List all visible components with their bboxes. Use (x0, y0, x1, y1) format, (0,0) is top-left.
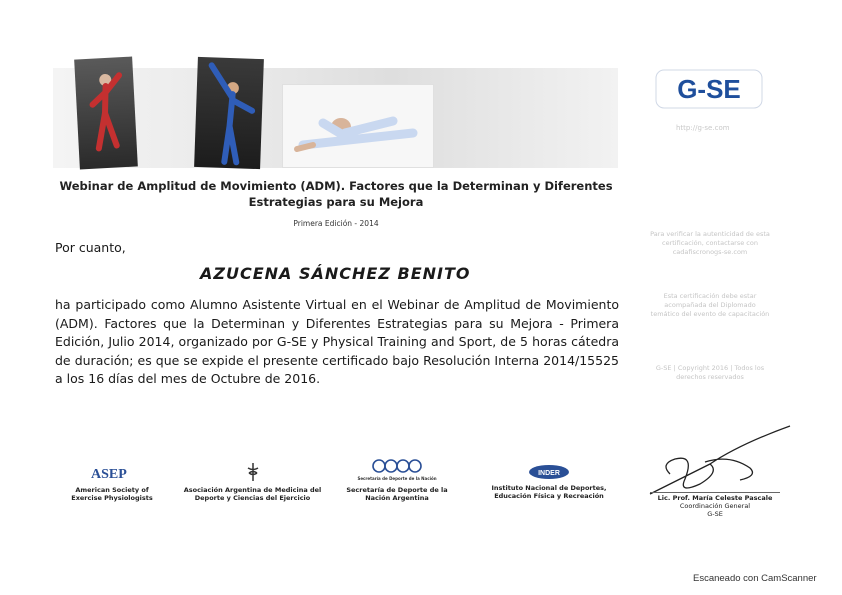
inder-logo-icon (527, 464, 571, 480)
svg-text:INDER: INDER (538, 470, 560, 477)
side-note-accompany: Esta certificación debe estar acompañada del Diplomado temático del evento de capacitación (650, 292, 770, 318)
side-note-copyright: G-SE | Copyright 2016 | Todos los derechos reservados (655, 364, 765, 381)
side-note-verify: Para verificar la autenticidad de esta certificación, contactarse con cadafiscronogs-se.com (650, 230, 770, 256)
signature-line (650, 492, 780, 493)
photo-dancer-2 (194, 57, 264, 169)
svg-text:ASEP: ASEP (91, 467, 127, 482)
gse-logo (656, 70, 762, 108)
photo-stretching (282, 84, 434, 168)
sponsor-inder (478, 464, 620, 500)
sponsor-aamd (170, 462, 335, 502)
scan-footer-note: Escaneado con CamScanner (693, 573, 817, 584)
signer-role: Coordinación General (679, 502, 751, 510)
gse-url: http://g-se.com (676, 124, 730, 132)
sponsor-secretaria (342, 458, 452, 502)
svg-text:Secretaría de Deporte de la Na: Secretaría de Deporte de la Nación (357, 476, 437, 481)
sponsor-asep (62, 464, 162, 502)
signature-block (650, 494, 780, 518)
signer-name: Lic. Prof. María Celeste Pascale (657, 494, 773, 502)
certificate-body: ha participado como Alumno Asistente Virtual en el Webinar de Amplitud de Movimiento (ADM). Factores que la Determinan y Diferentes Estrategias para su Mejora - Primera Edición, Julio 2014, organizado por G-SE y Physical Training and Sport, de 5 horas cátedra de duración; es que se expide el presente certificado bajo Resolución Interna 2014/15525 a los 16 días del mes de Octubre de 2016. (55, 297, 619, 386)
certificate-title: Webinar de Amplitud de Movimiento (ADM). Factores que la Determinan y Diferentes Estrategias para su Mejora (59, 179, 613, 209)
sponsor-name: Instituto Nacional de Deportes, Educación Física y Recreación (491, 484, 607, 500)
caduceus-logo-icon (245, 462, 261, 482)
intro-text: Por cuanto, (55, 240, 126, 255)
olympic-rings-logo-icon (357, 458, 437, 482)
certificate-edition: Primera Edición - 2014 (293, 219, 379, 228)
sponsor-name: American Society of Exercise Physiologists (71, 486, 153, 502)
sponsor-name: Secretaría de Deporte de la Nación Argentina (346, 486, 448, 502)
asep-logo-icon (89, 464, 135, 482)
photo-dancer-1 (74, 57, 138, 170)
gse-logo-text: G-SE (677, 74, 741, 104)
sponsor-name: Asociación Argentina de Medicina del Deporte y Ciencias del Ejercicio (183, 486, 322, 502)
signer-org: G-SE (707, 510, 723, 518)
recipient-name: AZUCENA SÁNCHEZ BENITO (200, 264, 471, 283)
